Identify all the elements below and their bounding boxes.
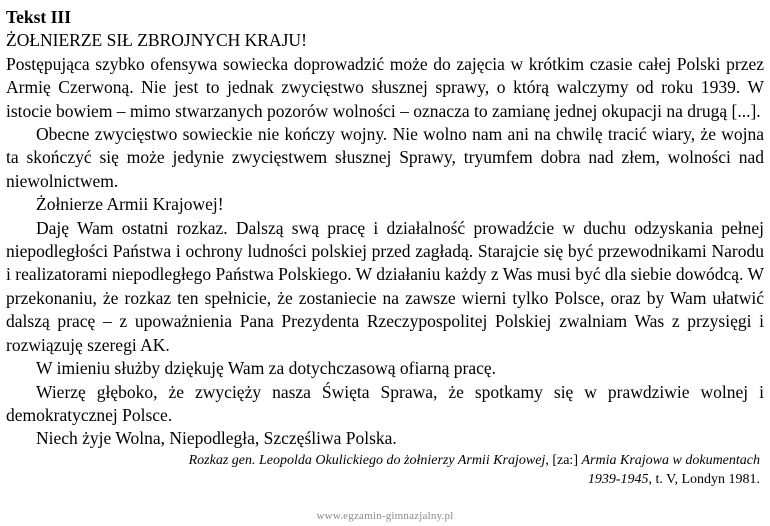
source-years: 1939-1945 xyxy=(587,471,649,487)
paragraph-belief: Wierzę głęboko, że zwycięży nasza Święta Sprawa, że spotkamy się w prawdziwie wolnej i demokratycznej Polsce. xyxy=(6,381,764,425)
paragraph-address: Żołnierze Armii Krajowej! xyxy=(36,194,224,215)
source-title: Rozkaz gen. Leopolda Okulickiego do żołnierzy Armii Krajowej xyxy=(188,452,546,468)
paragraph-thanks: W imieniu służby dziękuję Wam za dotychczasową ofiarną pracę. xyxy=(36,358,497,379)
source-book-title: Armia Krajowa w dokumentach xyxy=(581,452,760,468)
source-publication: , t. V, Londyn 1981. xyxy=(648,471,760,487)
document-page xyxy=(6,6,764,489)
source-citation xyxy=(6,451,764,489)
paragraph-victory: Obecne zwycięstwo sowieckie nie kończy wojny. Nie wolno nam ani na chwilę tracić wiary, że wojna ta skończyć się może jedynie zwycięstwem słusznej Sprawy, tryumfem dobra nad złem, wolności nad niewolnictwem. xyxy=(6,124,764,191)
paragraph-long-live: Niech żyje Wolna, Niepodległa, Szczęśliwa Polska. xyxy=(36,428,397,449)
site-watermark: www.egzamin-gimnazjalny.pl xyxy=(316,510,454,522)
document-headline: ŻOŁNIERZE SIŁ ZBROJNYCH KRAJU! xyxy=(6,30,307,51)
text-title: Tekst III xyxy=(6,7,72,27)
paragraph-last-order: Daję Wam ostatni rozkaz. Dalszą swą pracę i działalność prowadźcie w duchu odzyskania pełnej niepodległości Państwa i ochrony ludności polskiej przed zagładą. Starajcie się być przewodnikami Narodu i realizatorami niepodległego Państwa Polskiego. W działaniu każdy z Was musi być dla siebie dowódcą. W przekonaniu, że rozkaz ten spełnicie, że zostaniecie na zawsze wierni tylko Polsce, oraz by Wam ułatwić dalszą pracę – z upoważnienia Pana Prezydenta Rzeczypospolitej Polskiej zwalniam Was z przysięgi i rozwiązuję szeregi AK. xyxy=(6,217,764,355)
source-separator: , [za:] xyxy=(545,452,582,468)
paragraph-offensive: Postępująca szybko ofensywa sowiecka doprowadzić może do zajęcia w krótkim czasie całej Polski przez Armię Czerwoną. Nie jest to jednak zwycięstwo słusznej sprawy, o którą walczymy od roku 1939. W istocie bowiem – mimo stwarzanych pozorów wolności – oznacza to zamianę jednej okupacji na drugą [...]. xyxy=(6,53,764,121)
